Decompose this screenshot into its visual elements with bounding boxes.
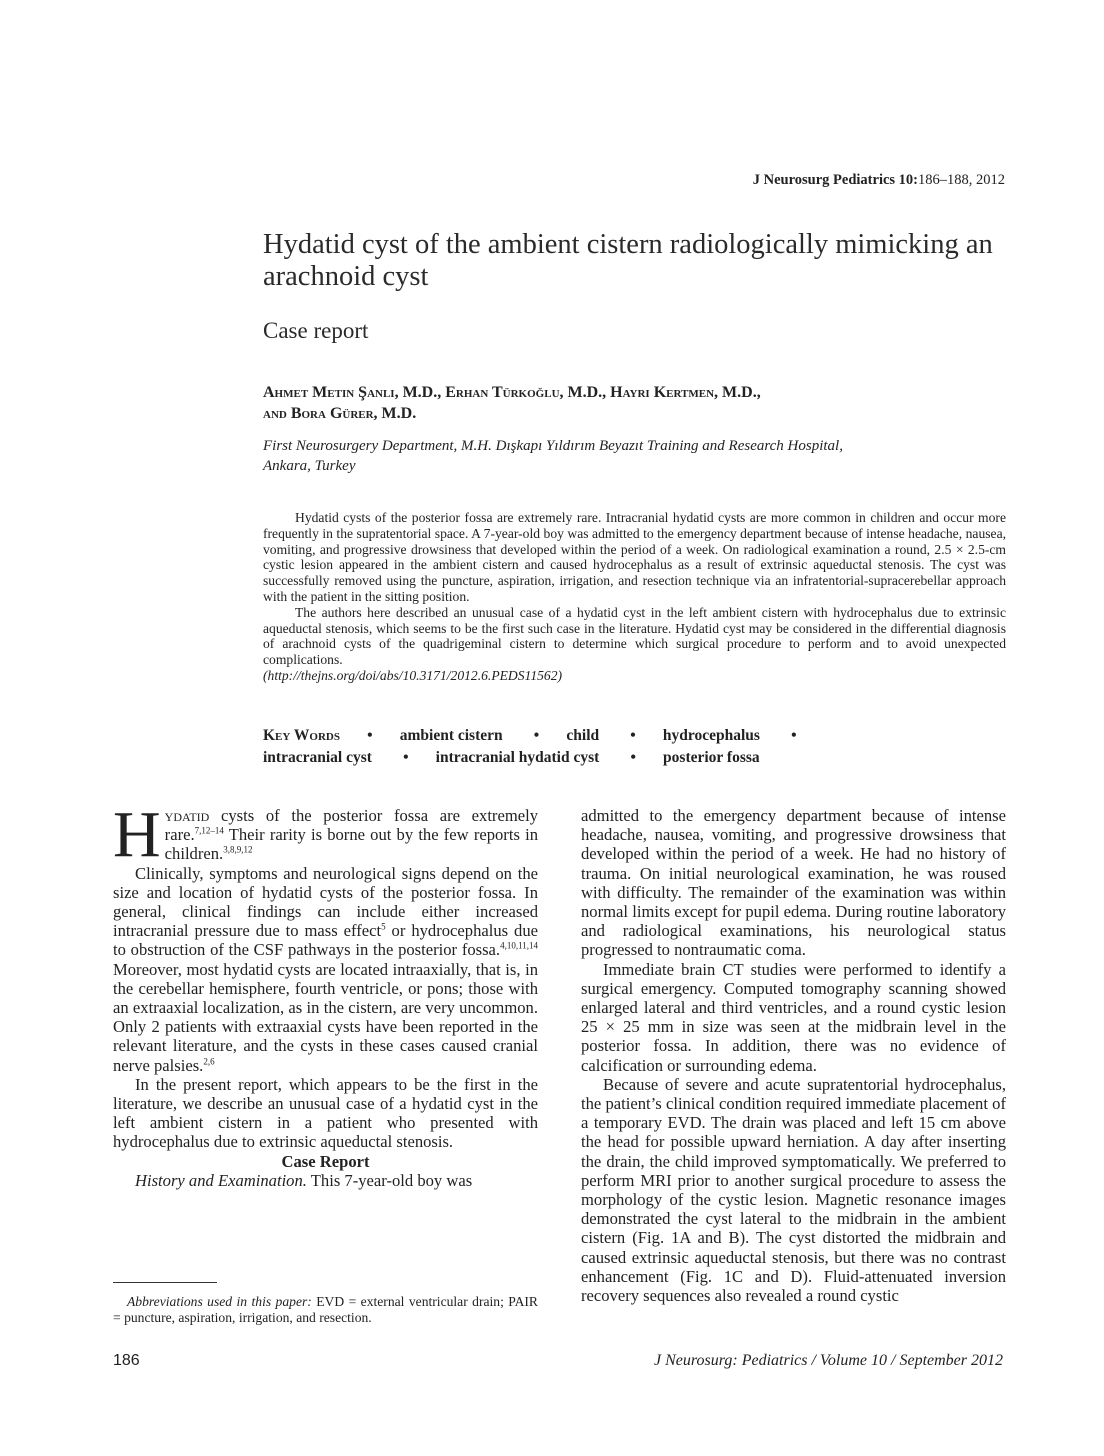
history-paragraph <box>113 1171 538 1190</box>
intro-text: Clinically, symptoms and neurological signs depend on the size and location of hydatid cysts of the posterior fossa. In general, clinical findings can include either increased intracranial pressure due to mass effect <box>113 863 538 941</box>
body-column-left <box>113 798 539 1190</box>
body-column-right <box>581 806 1006 1305</box>
subsection-heading: History and Examination. <box>135 1170 307 1190</box>
footnote-text: EVD = external ventricular drain; PAIR = puncture, aspiration, irrigation, and resection. <box>113 1294 538 1325</box>
authors-line-2: and Bora Gürer, M.D. <box>263 405 417 422</box>
keyword: ambient cistern <box>399 727 503 744</box>
keyword-bullet: • <box>630 727 636 744</box>
keywords-line-2 <box>263 747 1023 769</box>
drop-cap: H <box>113 798 161 871</box>
history-text: This 7-year-old boy was <box>306 1170 473 1190</box>
keyword-bullet: • <box>403 749 409 766</box>
intro-text: cysts of the posterior fossa are extremely rare. <box>164 806 538 845</box>
footnote-abbreviations <box>113 1294 538 1326</box>
keyword-bullet: • <box>791 727 797 744</box>
author-list <box>263 382 1023 424</box>
keywords-line-1 <box>263 725 1023 747</box>
citation-journal: J Neurosurg Pediatrics 10: <box>752 172 918 188</box>
intro-text: or hydrocephalus due to obstruction of the CSF pathways in the posterior fossa. <box>113 921 539 960</box>
intro-text: Their rarity is borne out by the few reports in children. <box>164 825 538 864</box>
citation-ref[interactable]: 3,8,9,12 <box>223 844 253 855</box>
intro-text: Moreover, most hydatid cysts are located intraaxially, that is, in the cerebellar hemisphere, fourth ventricle, or pons; those with an extraaxial localization, as in the cistern, are very uncommon. Only 2 patients with extraaxial cysts have been reported in the relevant literature, and the cysts in these cases caused cranial nerve palsies. <box>113 959 538 1075</box>
keyword: intracranial hydatid cyst <box>435 749 600 766</box>
citation-ref[interactable]: 5 <box>381 921 386 932</box>
footnote-lead: Abbreviations used in this paper: <box>127 1294 312 1309</box>
abstract <box>263 510 1006 684</box>
intro-paragraph-2 <box>113 864 538 1075</box>
intro-first-word: ydatid <box>164 806 210 825</box>
article-title: Hydatid cyst of the ambient cistern radiologically mimicking an arachnoid cyst <box>263 229 993 292</box>
journal-citation <box>753 172 1005 189</box>
affiliation <box>263 437 1003 476</box>
citation-ref[interactable]: 2,6 <box>203 1056 215 1067</box>
citation-pages-year: 186–188, 2012 <box>918 172 1005 188</box>
page-number: 186 <box>113 1352 140 1369</box>
citation-ref[interactable]: 4,10,11,14 <box>500 940 538 951</box>
keyword: child <box>566 727 600 744</box>
keyword-bullet: • <box>630 749 636 766</box>
keyword: intracranial cyst <box>263 749 372 766</box>
intro-paragraph-3: In the present report, which appears to be the first in the literature, we describe an unusual case of a hydatid cyst in the left ambient cistern in a patient who presented with hydrocephalus due to extrinsic aqueductal stenosis. <box>113 1074 538 1152</box>
keyword: posterior fossa <box>663 749 760 766</box>
case-paragraph-3: Because of severe and acute supratentorial hydrocephalus, the patient’s clinical condition required immediate placement of a temporary EVD. The drain was placed and left 15 cm above the head for possible upward herniation. A day after inserting the drain, the child improved symptomatically. We preferred to perform MRI prior to another surgical procedure to assess the morphology of the cystic lesion. Magnetic resonance images demonstrated the cyst lateral to the midbrain in the ambient cistern (Fig. 1A and B). The cyst distorted the midbrain and caused extrinsic aqueductal stenosis, but there was no contrast enhancement (Fig. 1C and D). Fluid-attenuated inversion recovery sequences also revealed a round cystic <box>581 1074 1006 1306</box>
section-heading-case-report: Case Report <box>281 1151 370 1171</box>
intro-paragraph-1 <box>113 798 538 871</box>
affiliation-line-1: First Neurosurgery Department, M.H. Dışkapı Yıldırım Beyazıt Training and Research Hospital, <box>263 438 843 454</box>
running-footer: J Neurosurg: Pediatrics / Volume 10 / September 2012 <box>654 1352 1003 1369</box>
authors-line-1: Ahmet Metin Şanlı, M.D., Erhan Türkoğlu, M.D., Hayri Kertmen, M.D., <box>263 384 761 401</box>
case-paragraph-1: admitted to the emergency department because of intense headache, nausea, vomiting, and progressive drowsiness that developed within the period of a week. He had no history of trauma. On initial neurological examination, he was roused with difficulty. The remainder of the examination was within normal limits except for pupil edema. During routine laboratory and radiological examinations, his neurological status progressed to nontraumatic coma. <box>581 806 1006 960</box>
doi-link[interactable]: (http://thejns.org/doi/abs/10.3171/2012.6.PEDS11562) <box>263 667 563 683</box>
case-paragraph-2: Immediate brain CT studies were performed to identify a surgical emergency. Computed tomography scanning showed enlarged lateral and third ventricles, and a round cystic lesion 25 × 25 mm in size was seen at the midbrain level in the posterior fossa. In addition, there was no evidence of calcification or surrounding edema. <box>581 959 1006 1075</box>
article-subtitle: Case report <box>263 318 369 343</box>
abstract-paragraph-1: Hydatid cysts of the posterior fossa are extremely rare. Intracranial hydatid cysts are more common in children and occur more frequently in the supratentorial space. A 7-year-old boy was admitted to the emergency department because of intense headache, nausea, vomiting, and progressive drowsiness that developed within the period of a week. On radiological examination a round, 2.5 × 2.5-cm cystic lesion appeared in the ambient cistern and caused hydrocephalus as a result of extrinsic aqueductal stenosis. The cyst was successfully removed using the puncture, aspiration, irrigation, and resection technique via an infratentorial-supracerebellar approach with the patient in the sitting position. <box>263 510 1006 604</box>
keywords <box>263 725 1023 769</box>
abstract-paragraph-2: The authors here described an unusual case of a hydatid cyst in the left ambient cistern with hydrocephalus due to extrinsic aqueductal stenosis, which seems to be the first such case in the literature. Hydatid cyst may be considered in the differential diagnosis of arachnoid cysts of the quadrigeminal cistern to determine which surgical procedure to perform and to avoid unexpected complications. <box>263 604 1006 668</box>
footnote-rule <box>113 1282 217 1283</box>
keyword-bullet: • <box>367 727 373 744</box>
keyword: hydrocephalus <box>662 727 760 744</box>
affiliation-line-2: Ankara, Turkey <box>263 457 356 474</box>
citation-ref[interactable]: 7,12–14 <box>194 825 224 836</box>
keywords-label: Key Words <box>263 727 340 744</box>
keyword-bullet: • <box>533 727 540 744</box>
